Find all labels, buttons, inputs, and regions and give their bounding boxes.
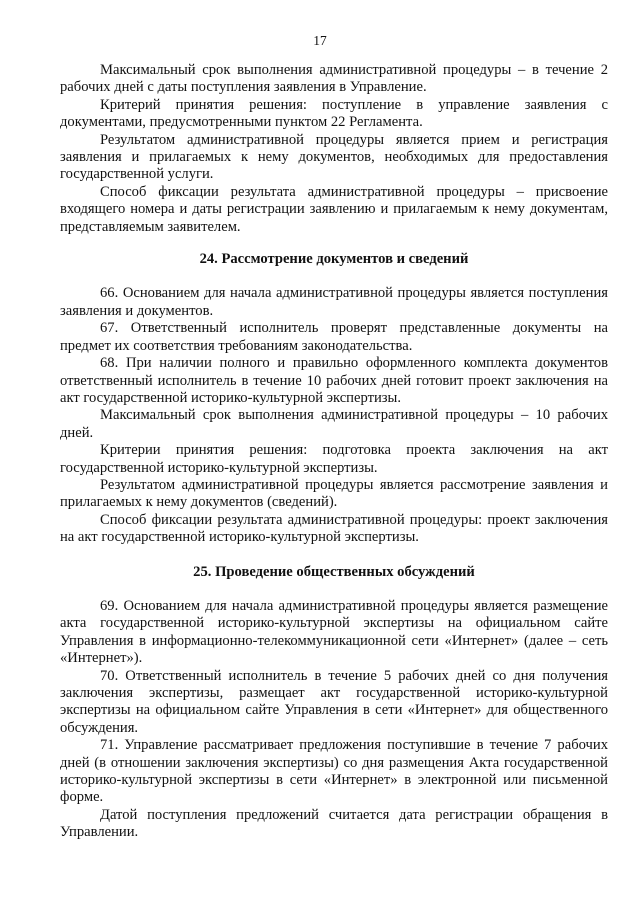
- paragraph: Результатом административной процедуры является прием и регистрация заявления и прилагаемых к нему документов, необходимых для предоставления государственной услуги.: [60, 131, 608, 183]
- section-heading-25: 25. Проведение общественных обсуждений: [193, 563, 475, 580]
- page-number: 17: [313, 33, 327, 48]
- paragraph: 71. Управление рассматривает предложения поступившие в течение 7 рабочих дней (в отношении заключения экспертизы) со дня размещения Акта государственной историко-культурной экспертизы в сети «Интернет» в электронной или письменной форме.: [60, 737, 608, 806]
- paragraph: Результатом административной процедуры является рассмотрение заявления и прилагаемых к нему документов (сведений).: [60, 476, 608, 511]
- document-body: [60, 62, 608, 842]
- paragraph: 68. При наличии полного и правильно оформленного комплекта документов ответственный исполнитель в течение 10 рабочих дней готовит проект заключения на акт государственной историко-культурной экспертизы.: [60, 355, 608, 406]
- paragraph: Максимальный срок выполнения административной процедуры – 10 рабочих дней.: [60, 407, 608, 441]
- paragraph: 66. Основанием для начала административной процедуры является поступления заявления и документов.: [60, 285, 608, 319]
- paragraph: Датой поступления предложений считается дата регистрации обращения в Управлении.: [60, 806, 608, 841]
- paragraph: 67. Ответственный исполнитель проверят представленные документы на предмет их соответствия требованиям законодательства.: [60, 320, 608, 354]
- paragraph: Способ фиксации результата административной процедуры – присвоение входящего номера и даты регистрации заявлению и прилагаемым к нему документам, представляемым заявителем.: [60, 183, 608, 235]
- paragraph: 69. Основанием для начала административной процедуры является размещение акта государственной историко-культурной экспертизы на официальном сайте Управления в информационно-телекоммуникационной сети «Интернет» (далее – сеть «Интернет»).: [60, 597, 608, 667]
- paragraph: Критерии принятия решения: подготовка проекта заключения на акт государственной историко-культурной экспертизы.: [60, 442, 608, 476]
- paragraph: 70. Ответственный исполнитель в течение 5 рабочих дней со дня получения заключения экспертизы, размещает акт государственной историко-культурной экспертизы на официальном сайте Управления в сети «Интернет» для общественного обсуждения.: [60, 667, 608, 736]
- paragraph: Критерий принятия решения: поступление в управление заявления с документами, предусмотренными пунктом 22 Регламента.: [60, 96, 608, 131]
- section-heading-24: 24. Рассмотрение документов и сведений: [199, 251, 469, 268]
- paragraph: Максимальный срок выполнения административной процедуры – в течение 2 рабочих дней с даты поступления заявления в Управление.: [60, 62, 608, 96]
- paragraph: Способ фиксации результата административной процедуры: проект заключения на акт государственной историко-культурной экспертизы.: [60, 511, 608, 546]
